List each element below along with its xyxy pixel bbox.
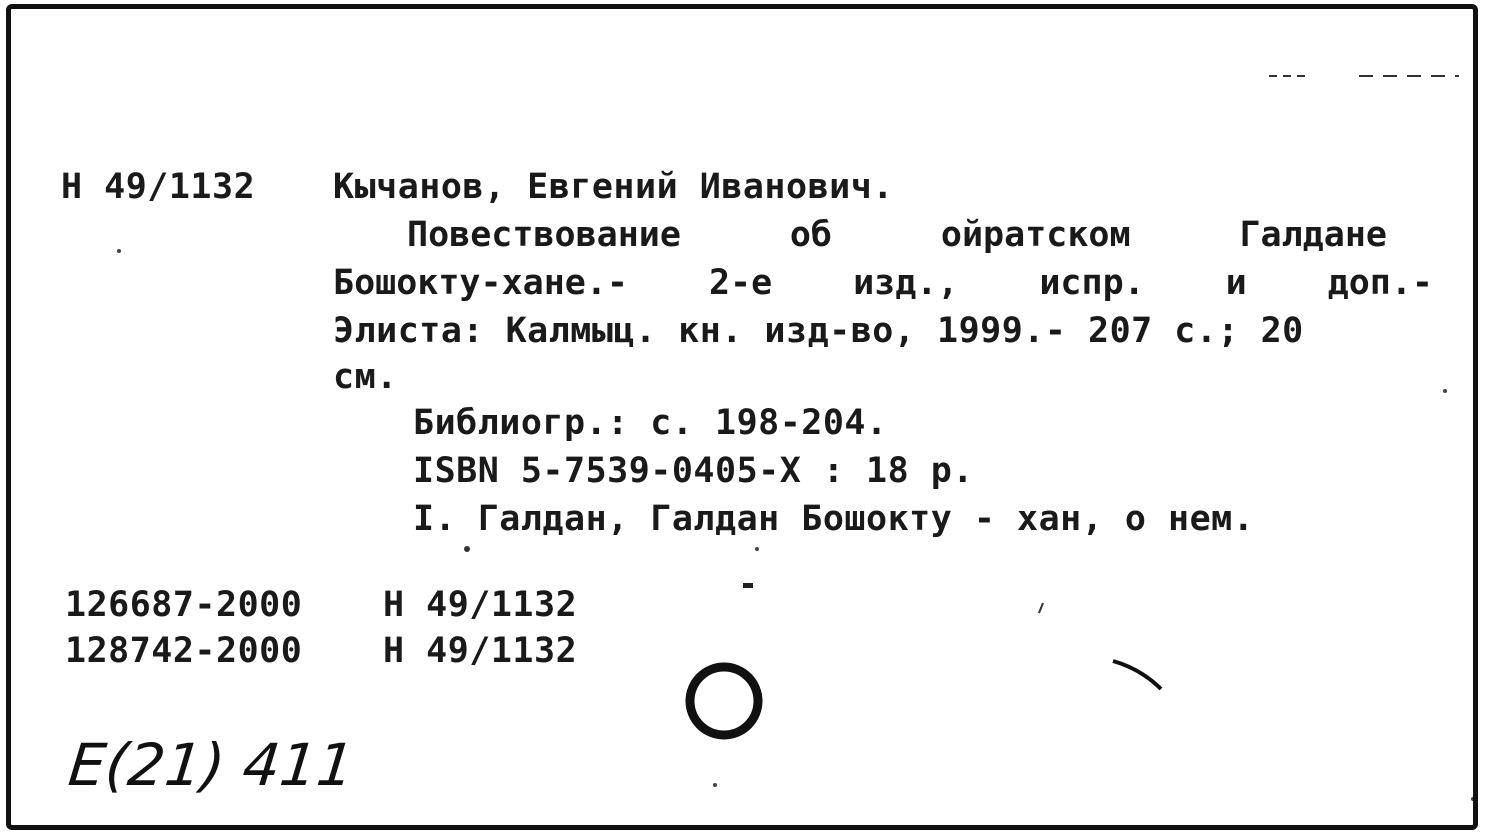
title-word: и (1225, 263, 1247, 303)
holding-shelf: Н 49/1132 (383, 585, 578, 625)
holding-inventory: 126687-2000 (65, 585, 303, 625)
speck (755, 547, 759, 551)
author-heading: Кычанов, Евгений Иванович. (333, 167, 894, 207)
handwritten-classification: Е(21) 411 (65, 731, 358, 799)
title-word: Бошокту-хане.- (333, 263, 629, 303)
title-word: ойратском (940, 215, 1131, 255)
catalog-card (6, 4, 1478, 830)
speck (1471, 797, 1473, 801)
stray-mark (743, 583, 753, 588)
bibliography-note: Библиогр.: с. 198-204. (413, 403, 888, 443)
title-word: 2-е (708, 263, 773, 303)
title-word: доп.- (1327, 263, 1433, 303)
title-word: Повествование (407, 215, 681, 255)
title-line-1 (407, 215, 1387, 255)
isbn-line: ISBN 5-7539-0405-X : 18 р. (413, 451, 974, 491)
imprint-line: Элиста: Калмыц. кн. изд-во, 1999.- 207 с.; 20 (333, 311, 1304, 351)
punch-hole-ring (690, 667, 758, 735)
speck (464, 546, 470, 552)
title-word: об (789, 215, 832, 255)
speck (117, 249, 121, 253)
call-number: Н 49/1132 (61, 167, 256, 207)
title-word: испр. (1039, 263, 1145, 303)
title-word: Галдане (1239, 215, 1387, 255)
holding-inventory: 128742-2000 (65, 631, 303, 671)
size-line: см. (333, 357, 398, 397)
stray-mark (1113, 661, 1161, 689)
top-dash-marks (1269, 73, 1459, 79)
title-word: изд., (853, 263, 959, 303)
speck (1443, 389, 1447, 393)
holding-shelf: Н 49/1132 (383, 631, 578, 671)
subject-line: I. Галдан, Галдан Бошокту - хан, о нем. (413, 499, 1255, 539)
speck (713, 783, 717, 787)
title-line-2 (333, 263, 1433, 303)
stray-mark (1039, 603, 1043, 613)
